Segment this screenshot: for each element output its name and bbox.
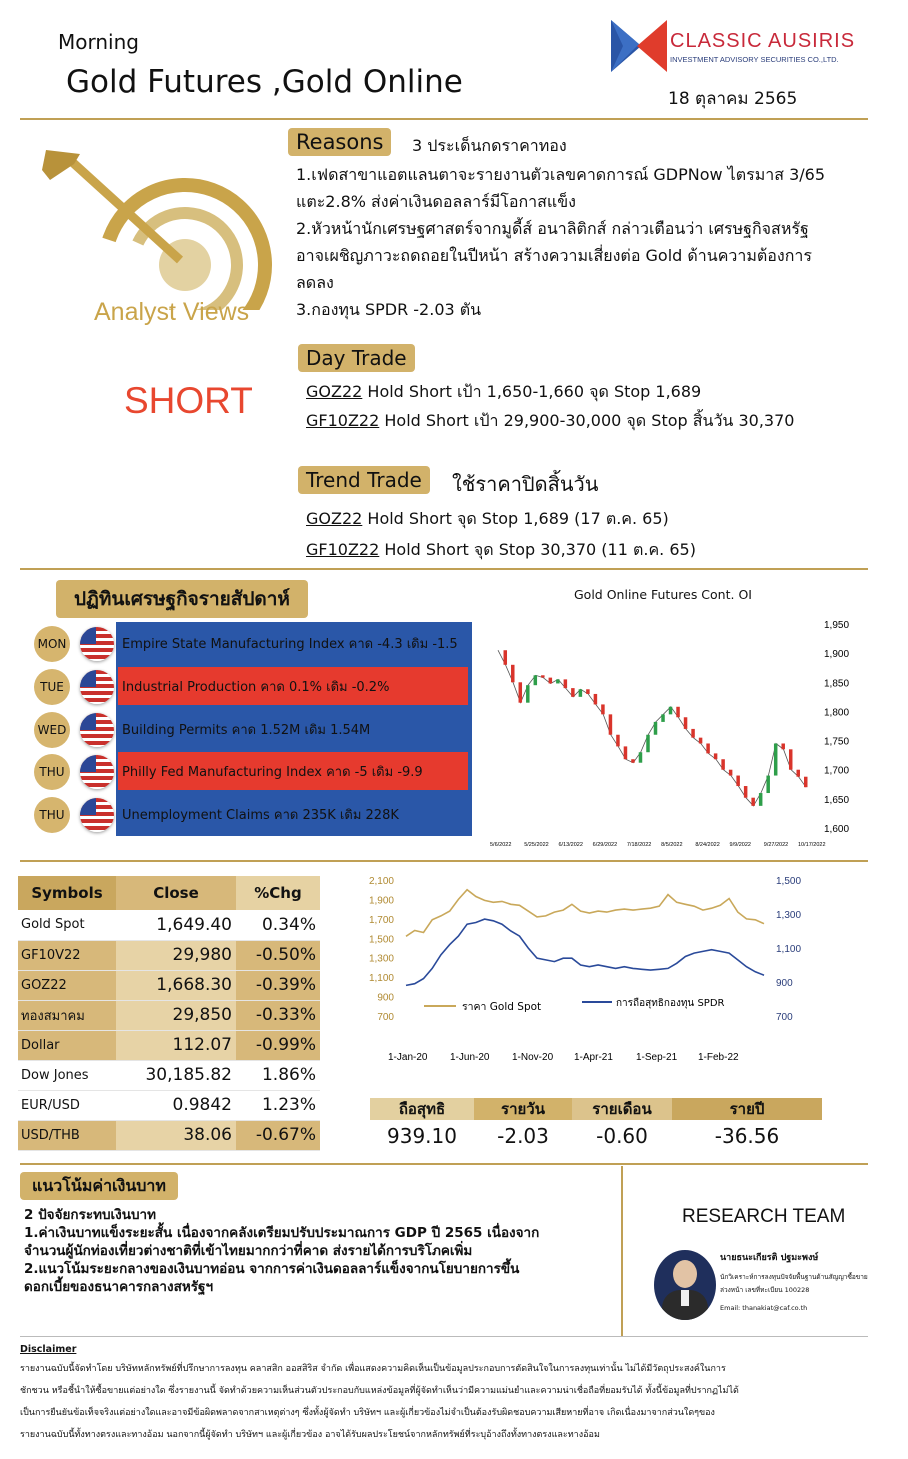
oi-candle — [519, 682, 523, 702]
y-right-tick-label: 1,500 — [776, 876, 802, 887]
y-left-tick-label: 700 — [377, 1012, 394, 1023]
event-text: Unemployment Claims คาด 235K เดิม 228K — [118, 795, 468, 833]
close-cell: 29,850 — [116, 1000, 236, 1030]
signal-label: SHORT — [124, 380, 253, 421]
oi-candle — [744, 786, 748, 798]
disclaimer-title: Disclaimer — [20, 1344, 77, 1355]
spdr-holdings-line — [406, 919, 764, 985]
reasons-subtitle: 3 ประเด็นกดราคาทอง — [412, 136, 567, 155]
y-left-tick-label: 1,900 — [368, 895, 394, 907]
us-flag-icon — [80, 798, 114, 832]
table-row — [18, 1060, 320, 1090]
x-tick-label: 1-Nov-20 — [512, 1052, 554, 1063]
oi-candle — [504, 650, 508, 665]
oi-candle — [714, 753, 718, 759]
oi-candle — [781, 743, 785, 749]
header-divider — [20, 118, 868, 120]
y-tick-label: 1,900 — [824, 649, 850, 661]
y-tick-label: 1,800 — [824, 707, 850, 719]
chg-cell: -0.50% — [236, 940, 320, 970]
oi-candle — [571, 688, 575, 697]
oi-candle — [766, 776, 770, 793]
table-row — [18, 1120, 320, 1150]
analyst-role: นักวิเคราะห์การลงทุนปัจจัยพื้นฐานด้านสัญญาซื้อขายล่วงหน้า เลขที่ทะเบียน 100228 — [720, 1273, 868, 1294]
target-arrow-icon — [40, 150, 280, 310]
table-row — [18, 940, 320, 970]
x-tick-label: 9/27/2022 — [763, 842, 789, 848]
x-tick-label: 9/9/2022 — [729, 842, 751, 848]
y-left-tick-label: 1,700 — [368, 914, 394, 926]
analyst-email[interactable]: Email: thanakiat@caf.co.th — [720, 1304, 808, 1312]
edition-label: Morning — [58, 30, 139, 54]
reason-line: อาจเผชิญภาวะถดถอยในปีหน้า สร้างความเสี่ยงต่อ Gold ด้านความต้องการ — [296, 246, 812, 265]
day-badge: THU — [34, 797, 70, 833]
baht-line: จำนวนผู้นักท่องเที่ยวต่างชาติที่เข้าไทยมากกว่าที่คาด ส่งรายได้การบริโภคเพิ่ม — [24, 1243, 473, 1259]
gold-spdr-chart — [354, 866, 824, 1076]
symbol-cell: GF10V22 — [18, 940, 116, 970]
disclaimer-line: ชักชวน หรือชี้นำให้ซื้อขายแต่อย่างใด ซึ่งรายงานนี้ จัดทำด้วยความเห็นส่วนตัวประกอบกับแหล่งข้อมูลที่ผู้จัดทำเห็นว่ามีความแม่นยำและความน่าเชื่อถือที่ยอมรับได้ ทั้งนี้ข้อมูลที่ปรากฏไม่ได้ — [20, 1386, 739, 1396]
oi-candle — [564, 679, 568, 688]
table-row — [18, 1030, 320, 1060]
disclaimer-line: รายงานฉบับนี้ทั้งทางตรงและทางอ้อม นอกจากนี้ผู้จัดทำ บริษัทฯ และผู้เกี่ยวข้อง อาจได้รับผลประโยชน์จากหลักทรัพย์ที่ระบุอ้างถึงทั้งทางตรงและทางอ้อม — [20, 1430, 600, 1440]
oi-candle — [639, 752, 643, 762]
oi-chart — [486, 612, 856, 852]
day-badge: WED — [34, 712, 70, 748]
disclaimer-line: รายงานฉบับนี้จัดทำโดย บริษัทหลักทรัพย์ที่ปรึกษาการลงทุน คลาสสิก ออสสิริส จำกัด เพื่อแสดงความคิดเห็นเป็นข้อมูลประกอบการตัดสินใจในการลงทุนเท่านั้น ไม่ได้มีวัตถุประสงค์ในการ — [20, 1364, 726, 1374]
symbol-cell: EUR/USD — [18, 1090, 116, 1120]
day-trade-title: Day Trade — [298, 344, 415, 372]
legend-spdr-label: การถือสุทธิกองทุน SPDR — [616, 998, 725, 1009]
close-cell: 1,649.40 — [116, 910, 236, 940]
oi-candle — [759, 793, 763, 806]
close-cell: 29,980 — [116, 940, 236, 970]
oi-candle — [654, 722, 658, 735]
oi-candle — [526, 685, 530, 702]
symbol-cell: Dow Jones — [18, 1060, 116, 1090]
y-tick-label: 1,850 — [824, 678, 850, 690]
symbol-cell: Gold Spot — [18, 910, 116, 940]
x-tick-label: 6/29/2022 — [592, 842, 618, 848]
spdr-values — [370, 1124, 822, 1148]
chg-cell: -0.39% — [236, 970, 320, 1000]
close-cell: 112.07 — [116, 1030, 236, 1060]
x-tick-label: 6/13/2022 — [558, 842, 583, 848]
oi-candle — [549, 678, 553, 684]
baht-line: 2 ปัจจัยกระทบเงินบาท — [24, 1207, 157, 1223]
x-tick-label: 10/17/2022 — [798, 842, 826, 848]
close-cell: 38.06 — [116, 1120, 236, 1150]
x-tick-label: 8/5/2022 — [661, 842, 683, 848]
oi-candle — [804, 777, 808, 787]
y-left-tick-label: 1,300 — [368, 953, 394, 965]
oi-candle — [661, 714, 665, 722]
spdr-daily-value: -2.03 — [497, 1124, 549, 1148]
x-tick-label: 5/6/2022 — [490, 842, 512, 848]
event-text: Industrial Production คาด 0.1% เดิม -0.2% — [118, 667, 468, 705]
day-badge: THU — [34, 754, 70, 790]
chg-cell: 0.34% — [236, 910, 320, 940]
oi-candle — [699, 738, 703, 744]
col-chg: %Chg — [236, 876, 320, 910]
oi-candle — [751, 798, 755, 806]
us-flag-icon — [80, 627, 114, 661]
col-close: Close — [116, 876, 236, 910]
oi-candle — [511, 665, 515, 682]
oi-candle — [796, 770, 800, 777]
calendar-title: ปฏิทินเศรษฐกิจรายสัปดาห์ — [56, 580, 308, 618]
reason-line: 1.เฟดสาขาแอตแลนตาจะรายงานตัวเลขคาดการณ์ GDPNow ไตรมาส 3/65 — [296, 165, 826, 184]
baht-body — [24, 1206, 604, 1296]
spdr-net-value: 939.10 — [387, 1124, 457, 1148]
day-trade-symbol[interactable]: GOZ22 — [306, 382, 363, 401]
analyst-views-label: Analyst Views — [94, 298, 250, 326]
close-cell: 0.9842 — [116, 1090, 236, 1120]
y-left-tick-label: 2,100 — [368, 876, 394, 887]
oi-candle — [534, 675, 538, 685]
day-trade-item — [306, 407, 794, 434]
gold-spot-line — [406, 890, 764, 937]
us-flag-icon — [80, 670, 114, 704]
baht-line: 1.ค่าเงินบาทแข็งระยะสั้น เนื่องจากคลังเตรียมปรับประมาณการ GDP ปี 2565 เนื่องจาก — [24, 1225, 540, 1241]
baht-line: 2.แนวโน้มระยะกลางของเงินบาทอ่อน จากการค่าเงินดอลลาร์แข็งจากนโยบายการขึ้น — [24, 1261, 520, 1277]
trend-trade-text: Hold Short จุด Stop 1,689 (17 ต.ค. 65) — [367, 509, 669, 528]
event-text: Philly Fed Manufacturing Index คาด -5 เดิม -9.9 — [118, 752, 468, 790]
x-tick-label: 1-Jun-20 — [450, 1052, 490, 1063]
oi-candle — [624, 746, 628, 759]
event-text: Building Permits คาด 1.52M เดิม 1.54M — [118, 710, 468, 748]
reasons-title: Reasons — [288, 128, 391, 156]
table-row — [18, 910, 320, 940]
col-symbols: Symbols — [18, 876, 116, 910]
baht-line: ดอกเบี้ยของธนาคารกลางสหรัฐฯ — [24, 1279, 214, 1295]
y-tick-label: 1,600 — [824, 824, 850, 835]
oi-series-line — [498, 650, 806, 806]
oi-candle — [609, 714, 613, 734]
research-title: RESEARCH TEAM — [682, 1206, 846, 1227]
section-divider — [20, 1163, 868, 1165]
y-tick-label: 1,950 — [824, 620, 850, 631]
brand-name: CLASSIC AUSIRIS — [670, 30, 856, 52]
symbol-cell: Dollar — [18, 1030, 116, 1060]
oi-candle — [684, 717, 688, 729]
price-table — [18, 876, 320, 1151]
oi-candle — [736, 776, 740, 786]
oi-candle — [541, 675, 545, 677]
day-badge: MON — [34, 626, 70, 662]
table-row — [18, 1090, 320, 1120]
oi-candle — [646, 735, 650, 752]
trend-trade-symbol[interactable]: GOZ22 — [306, 509, 363, 528]
y-left-tick-label: 1,100 — [368, 973, 394, 985]
chg-cell: -0.67% — [236, 1120, 320, 1150]
reason-line: แตะ2.8% ส่งค่าเงินดอลลาร์มีโอกาสแข็ง — [296, 192, 576, 211]
reason-line: ลดลง — [296, 273, 334, 292]
chg-cell: -0.99% — [236, 1030, 320, 1060]
close-cell: 1,668.30 — [116, 970, 236, 1000]
x-tick-label: 7/18/2022 — [626, 842, 652, 848]
x-tick-label: 5/25/2022 — [524, 842, 549, 848]
analyst-name: นายธนะเกียรติ ปฐมะพงษ์ — [720, 1253, 819, 1263]
reasons-body — [296, 161, 876, 323]
y-right-tick-label: 1,100 — [776, 944, 802, 955]
chg-cell: 1.86% — [236, 1060, 320, 1090]
y-tick-label: 1,700 — [824, 765, 850, 777]
oi-candle — [594, 694, 598, 704]
oi-candle — [669, 707, 673, 715]
x-tick-label: 1-Sep-21 — [636, 1052, 678, 1063]
trend-trade-text: Hold Short จุด Stop 30,370 (11 ต.ค. 65) — [384, 540, 696, 559]
trend-trade-subtitle: ใช้ราคาปิดสิ้นวัน — [452, 472, 599, 496]
oi-candle — [631, 759, 635, 762]
day-trade-item — [306, 378, 701, 405]
us-flag-icon — [80, 713, 114, 747]
oi-candle — [556, 679, 560, 683]
table-row — [18, 970, 320, 1000]
symbol-cell: USD/THB — [18, 1120, 116, 1150]
brand-subtitle: INVESTMENT ADVISORY SECURITIES CO.,LTD. — [670, 55, 839, 64]
y-right-tick-label: 1,300 — [776, 910, 802, 921]
oi-candle — [586, 689, 590, 694]
close-cell: 30,185.82 — [116, 1060, 236, 1090]
us-flag-icon — [80, 755, 114, 789]
chg-cell: -0.33% — [236, 1000, 320, 1030]
oi-candle — [706, 743, 710, 753]
oi-candle — [579, 689, 583, 697]
reason-line: 2.หัวหน้านักเศรษฐศาสตร์จากมูดี้ส์ อนาลิติกส์ กล่าวเตือนว่า เศรษฐกิจสหรัฐ — [296, 219, 809, 238]
oi-candle — [789, 749, 793, 769]
analyst-avatar — [654, 1250, 716, 1320]
legend-gold-label: ราคา Gold Spot — [462, 1001, 542, 1013]
trend-trade-item — [306, 536, 696, 563]
x-tick-label: 8/24/2022 — [695, 842, 720, 848]
day-trade-symbol[interactable]: GF10Z22 — [306, 411, 380, 430]
y-tick-label: 1,650 — [824, 794, 850, 806]
oi-candle — [601, 704, 605, 714]
y-left-tick-label: 1,500 — [368, 934, 394, 946]
oi-candle — [721, 759, 725, 769]
spdr-header — [370, 1098, 822, 1120]
oi-candle — [729, 770, 733, 776]
oi-candle — [774, 743, 778, 775]
spdr-col-yearly: รายปี — [672, 1098, 822, 1120]
spdr-col-monthly: รายเดือน — [572, 1098, 672, 1120]
oi-candle — [676, 707, 680, 717]
disclaimer-divider — [20, 1336, 868, 1337]
oi-candle — [616, 735, 620, 747]
page-title: Gold Futures ,Gold Online — [66, 64, 463, 100]
spdr-yearly-value: -36.56 — [714, 1124, 780, 1148]
price-table-header — [18, 876, 320, 910]
spdr-col-net: ถือสุทธิ — [370, 1098, 474, 1120]
spdr-monthly-value: -0.60 — [596, 1124, 648, 1148]
y-right-tick-label: 700 — [776, 1012, 793, 1023]
y-left-tick-label: 900 — [377, 992, 394, 1004]
reason-line: 3.กองทุน SPDR -2.03 ตัน — [296, 300, 482, 319]
day-trade-text: Hold Short เป้า 29,900-30,000 จุด Stop สิ้นวัน 30,370 — [384, 411, 795, 430]
disclaimer-line: เป็นการยืนยันข้อเท็จจริงแต่อย่างใดและอาจมีข้อผิดพลาดจากสาเหตุต่างๆ ซึ่งทั้งผู้จัดทำ บริษัทฯ และผู้เกี่ยวข้องไม่จำเป็นต้องรับผิดชอบความเสียหายที่อาจ เกิดเนื่องมาจากส่วนใดๆของ — [20, 1408, 715, 1418]
chg-cell: 1.23% — [236, 1090, 320, 1120]
y-tick-label: 1,750 — [824, 736, 850, 748]
y-right-tick-label: 900 — [776, 978, 793, 989]
x-tick-label: 1-Feb-22 — [698, 1052, 739, 1063]
symbol-cell: GOZ22 — [18, 970, 116, 1000]
day-trade-text: Hold Short เป้า 1,650-1,660 จุด Stop 1,689 — [367, 382, 702, 401]
spdr-col-daily: รายวัน — [474, 1098, 572, 1120]
brand-logo-icon — [611, 20, 667, 72]
trend-trade-symbol[interactable]: GF10Z22 — [306, 540, 380, 559]
disclaimer-body — [20, 1358, 880, 1446]
day-badge: TUE — [34, 669, 70, 705]
trend-trade-title: Trend Trade — [298, 466, 430, 494]
report-date: 18 ตุลาคม 2565 — [668, 89, 798, 109]
oi-candle — [691, 729, 695, 738]
symbol-cell: ทองสมาคม — [18, 1000, 116, 1030]
vertical-divider — [621, 1166, 623, 1336]
section-divider — [20, 568, 868, 570]
x-tick-label: 1-Jan-20 — [388, 1052, 428, 1063]
oi-chart-title: Gold Online Futures Cont. OI — [574, 587, 752, 602]
x-tick-label: 1-Apr-21 — [574, 1052, 613, 1063]
section-divider — [20, 860, 868, 862]
trend-trade-item — [306, 505, 669, 532]
baht-title: แนวโน้มค่าเงินบาท — [20, 1172, 178, 1200]
table-row — [18, 1000, 320, 1030]
event-text: Empire State Manufacturing Index คาด -4.3 เดิม -1.5 — [118, 624, 468, 662]
